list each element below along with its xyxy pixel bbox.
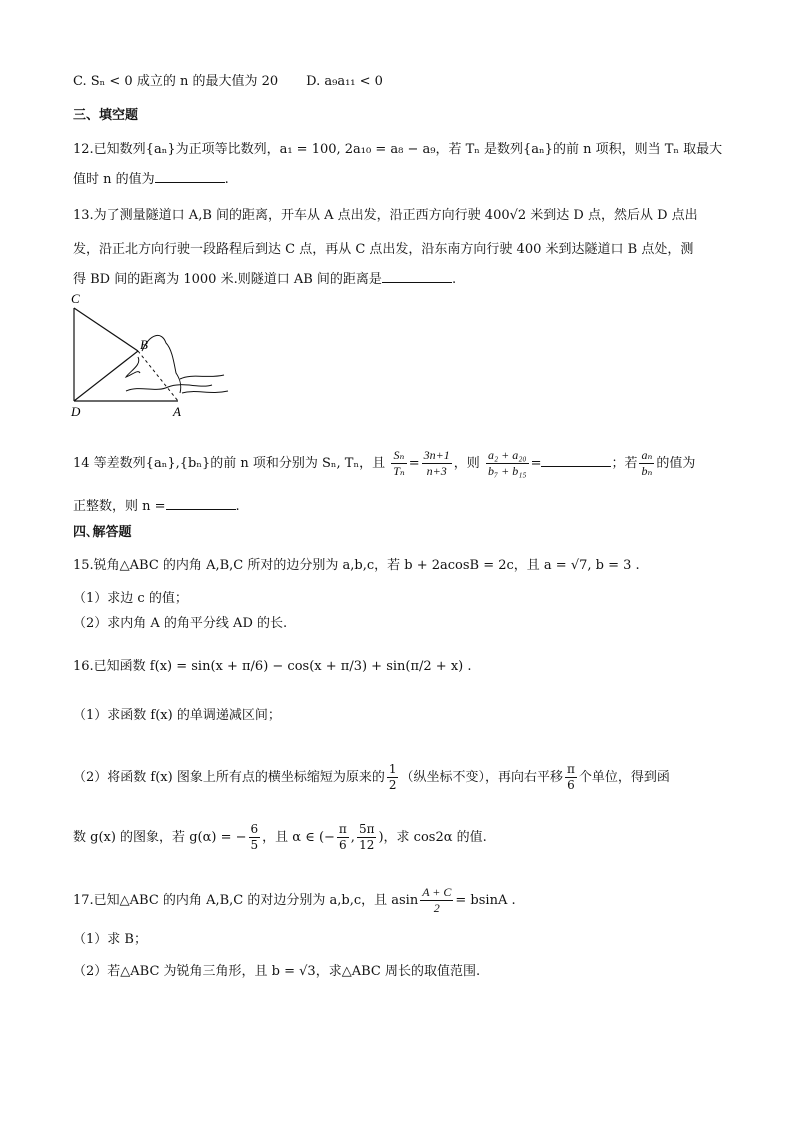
q16-neg-fraction (249, 822, 261, 853)
q13-answer-blank[interactable] (382, 270, 452, 283)
q16-int-b-den: 12 (359, 838, 375, 852)
q13-line3 (73, 270, 733, 290)
q14-given-fraction (422, 448, 452, 479)
q12-line2-text: 值时 n 的值为 (73, 172, 155, 187)
q16-part1: （1）求函数 f(x) 的单调递减区间； (73, 708, 281, 723)
q12-line2 (73, 170, 733, 190)
q14-suffix: 的值为 (656, 456, 696, 471)
q16-part2-line2-a: 数 g(x) 的图象，若 g(α) = − (73, 830, 247, 845)
q12-line2-end: . (224, 172, 229, 187)
q14-line2-end: . (235, 499, 240, 514)
q13-line2: 发，沿正北方向行驶一段路程后到达 C 点，再从 C 点出发，沿东南方向行驶 400 米到达隧道口 B 点处，测 (73, 242, 694, 257)
q13-line1: 13.为了测量隧道口 A,B 间的距离，开车从 A 点出发，沿正西方向行驶 400√2 米到达 D 点，然后从 D 点出 (73, 208, 698, 223)
q13-line3-end: . (451, 272, 457, 287)
q17-part1: （1）求 B； (73, 932, 147, 947)
q16-pi6-fraction (565, 762, 577, 793)
q15-part1: （1）求边 c 的值； (73, 591, 188, 606)
q14-eq-2: = (530, 456, 542, 471)
q16-int-b-fraction (357, 822, 377, 853)
q17-line1-b: = bsinA . (455, 893, 516, 908)
q17-line1 (73, 885, 733, 916)
q14-line1 (73, 448, 733, 479)
q14-sum-den: b₇ + b₁₅ (487, 464, 527, 478)
q16-int-b-num: 5π (358, 822, 375, 836)
q14-ratio-den: Tₙ (393, 464, 405, 478)
ground-curve-3 (182, 391, 228, 393)
q17-ac-num: A + C (422, 885, 452, 899)
q16-line1: 16.已知函数 f(x) = sin(x + π/6) − cos(x + π/3) + sin(π/2 + x) . (73, 659, 472, 674)
q14-given-den: n+3 (426, 464, 447, 478)
mountain-detail (126, 357, 140, 377)
q16-half-num: 1 (388, 762, 397, 776)
label-d: D (71, 404, 81, 418)
q11-option-c: C. Sₙ < 0 成立的 n 的最大值为 20 (73, 74, 279, 89)
q15-line1: 15.锐角△ABC 的内角 A,B,C 所对的边分别为 a,b,c，若 b + 2acosB = 2c，且 a = √7, b = 3 . (73, 558, 640, 573)
q13-tunnel-diagram (60, 293, 240, 418)
q16-pi6-num: π (566, 762, 575, 776)
q16-int-a-den: 6 (339, 838, 347, 852)
label-b: B (140, 337, 148, 352)
q14-ratio-num: Sₙ (391, 448, 407, 464)
label-c: C (71, 293, 80, 306)
q11-options (73, 72, 733, 92)
q16-part2-c: 个单位，得到函 (578, 770, 670, 785)
q14-line2-text: 正整数，则 n = (73, 499, 166, 514)
label-a: A (173, 404, 181, 418)
q17-line1-a: 17.已知△ABC 的内角 A,B,C 的对边分别为 a,b,c，且 asin (73, 893, 419, 908)
q11-option-d: D. a₉a₁₁ < 0 (306, 74, 383, 89)
q16-part2-line1 (73, 762, 733, 793)
q14-ab-den: bₙ (641, 464, 653, 478)
q16-part2-line2-c: )，求 cos2α 的值. (378, 830, 487, 845)
q12-answer-blank[interactable] (155, 170, 225, 183)
q16-half-den: 2 (388, 778, 397, 792)
q17-ac-fraction (420, 885, 453, 916)
q16-part2-a: （2）将函数 f(x) 图象上所有点的横坐标缩短为原来的 (73, 770, 385, 785)
q14-sum-fraction (486, 448, 529, 479)
q13-line3-text: 得 BD 间的距离为 1000 米.则隧道口 AB 间的距离是 (73, 272, 382, 287)
q16-comma: , (350, 830, 355, 845)
q14-eq: = (408, 456, 420, 471)
q12-line1: 12.已知数列{aₙ}为正项等比数列，a₁ = 100, 2a₁₀ = a₈ − a₉，若 Tₙ 是数列{aₙ}的前 n 项积，则当 Tₙ 取最大 (73, 142, 723, 157)
q15-part2: （2）求内角 A 的角平分线 AD 的长. (73, 616, 288, 631)
section-4-title: 四､解答题 (73, 525, 132, 540)
q14-given-num: 3n+1 (423, 448, 450, 462)
q14-prefix: 14 等差数列{aₙ},{bₙ}的前 n 项和分别为 Sₙ, Tₙ，且 (73, 456, 386, 471)
q14-sum-num: a₂ + a₂₀ (487, 448, 527, 462)
q16-part2-line2 (73, 822, 733, 853)
q14-line2 (73, 497, 733, 517)
q17-ac-den: 2 (433, 901, 440, 915)
q14-ab-num: aₙ (641, 448, 653, 462)
q14-answer-blank-1[interactable] (541, 454, 611, 467)
q16-part2-line2-b: ，且 α ∈ (− (262, 830, 335, 845)
q16-neg-num: 6 (250, 822, 259, 836)
q14-answer-blank-2[interactable] (166, 497, 236, 510)
q17-part2: （2）若△ABC 为锐角三角形，且 b = √3，求△ABC 周长的取值范围. (73, 964, 481, 979)
q14-ab-fraction (639, 448, 654, 479)
q16-half-fraction (387, 762, 399, 793)
q16-pi6-den: 6 (567, 778, 575, 792)
segment-ba-dashed (138, 351, 178, 401)
q16-int-a-fraction (337, 822, 349, 853)
q14-then: ，则 (453, 456, 480, 471)
section-3-title: 三、填空题 (73, 108, 139, 123)
q14-mid: ；若 (611, 456, 638, 471)
q16-int-a-num: π (338, 822, 347, 836)
q16-part2-b: （纵坐标不变），再向右平移 (400, 770, 563, 785)
q14-ratio-fraction (391, 448, 407, 479)
ground-curve-2 (180, 375, 224, 379)
q16-neg-den: 5 (250, 838, 259, 852)
segment-cb (74, 308, 138, 351)
